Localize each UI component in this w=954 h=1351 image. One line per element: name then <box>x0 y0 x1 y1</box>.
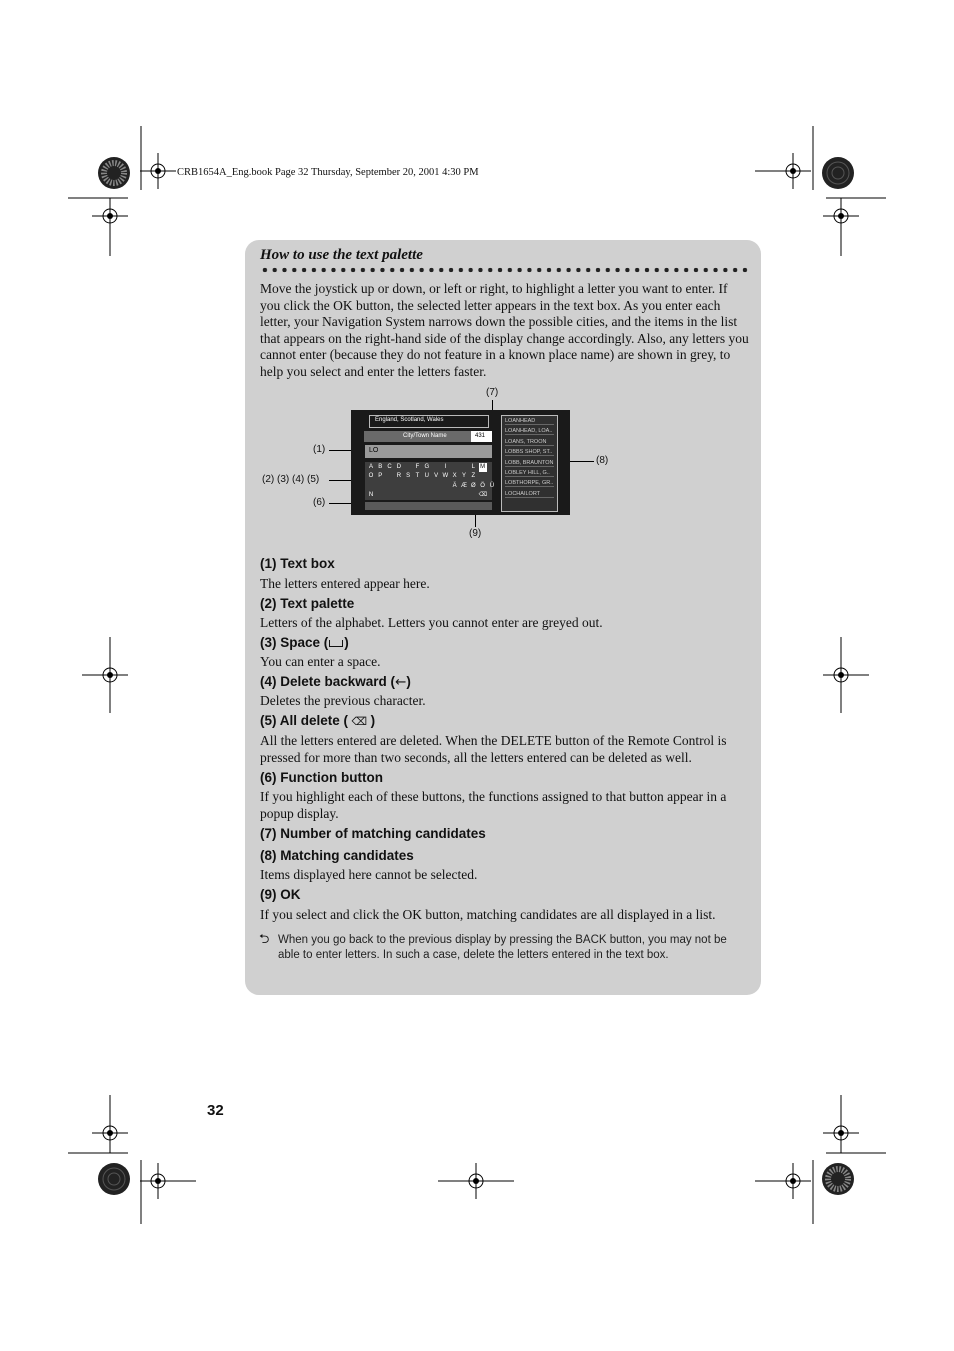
candidate-item: LOBTHORPE, GR.. <box>505 480 554 487</box>
palette-key: Y <box>461 473 466 480</box>
palette-key: P <box>378 473 383 480</box>
palette-key: S <box>406 473 411 480</box>
space-icon <box>329 640 343 647</box>
note-text: When you go back to the previous display by pressing the BACK button, you may not be able to enter letters. In such a case, delete the letters entered in the text box. <box>278 934 727 961</box>
candidate-item: LOBB, BRAUNTON <box>505 459 554 466</box>
palette-key <box>460 463 468 472</box>
palette-key <box>451 491 459 500</box>
section-title: How to use the text palette <box>260 247 423 263</box>
item-8-desc: Items displayed here cannot be selected. <box>260 867 478 882</box>
item-6-label: (6) Function button <box>260 770 383 785</box>
palette-key <box>395 482 403 491</box>
palette-key <box>386 482 394 491</box>
palette-key: L <box>471 464 475 470</box>
item-5-desc: All the letters entered are deleted. When the DELETE button of the Remote Control is pressed for more than two seconds, all the letters entered can be deleted as well. <box>260 733 727 765</box>
backspace-arrow-icon: ← <box>395 674 407 690</box>
palette-key <box>414 482 422 491</box>
palette-key: M <box>480 464 486 470</box>
palette-key <box>441 491 449 500</box>
palette-key: R <box>396 473 402 480</box>
palette-key <box>460 491 468 500</box>
region-text: England, Scotland, Wales <box>375 417 444 423</box>
palette-key <box>469 491 477 500</box>
palette-key <box>432 463 440 472</box>
field-label: City/Town Name <box>403 433 447 439</box>
print-header: CRB1654A_Eng.book Page 32 Thursday, September 20, 2001 4:30 PM <box>177 167 479 178</box>
palette-key: D <box>396 464 402 470</box>
palette-key <box>404 482 412 491</box>
callout-9: (9) <box>469 528 482 539</box>
palette-key: C <box>387 464 392 470</box>
palette-key: Z <box>471 473 476 480</box>
palette-key: U <box>424 473 429 480</box>
dotted-rule <box>260 265 750 275</box>
item-5-label: (5) All delete ( <box>260 713 349 728</box>
candidate-item: LOBBS SHOP, ST.. <box>505 449 553 456</box>
function-buttons <box>365 502 492 510</box>
palette-key: V <box>434 473 439 480</box>
callout-8: (8) <box>596 455 609 466</box>
palette-key <box>423 482 431 491</box>
palette-key: G <box>424 464 430 470</box>
text-box <box>365 445 492 458</box>
callout-7: (7) <box>486 387 499 398</box>
intro-paragraph: Move the joystick up or down, or left or right, to highlight a letter you want to enter. If you click the OK button, the selected letter appears in the text box. As you enter each letter, your Navigation System narrows down the possible cities, and the items in the list that appears on the right-hand side of the display change accordingly. Also, any letters you cannot enter (because they do not feature in a known place name) are shown in grey, to help you select and enter the letters faster. <box>260 281 749 379</box>
text-box-value: LO <box>369 447 379 454</box>
item-5-label-end: ) <box>370 713 376 728</box>
candidate-count: 431 <box>475 433 486 439</box>
palette-key <box>386 472 394 481</box>
item-4-label-end: ) <box>406 674 411 689</box>
item-9-label: (9) OK <box>260 887 301 902</box>
palette-key <box>432 491 440 500</box>
palette-key <box>451 463 459 472</box>
item-1-desc: The letters entered appear here. <box>260 576 430 591</box>
item-7-label: (7) Number of matching candidates <box>260 826 486 841</box>
palette-key <box>376 491 384 500</box>
palette-key: ⌫ <box>478 491 488 498</box>
palette-key: Ü <box>489 482 495 489</box>
palette-key: Æ <box>461 482 467 489</box>
palette-key <box>386 491 394 500</box>
palette-key <box>404 463 412 472</box>
palette-key <box>376 482 384 491</box>
item-4-label: (4) Delete backward ( <box>260 674 396 689</box>
palette-key <box>367 482 375 491</box>
palette-key <box>404 491 412 500</box>
item-3-label: (3) Space ( <box>260 635 329 650</box>
palette-key <box>423 491 431 500</box>
palette-key: B <box>378 464 383 470</box>
item-4-heading <box>260 674 411 690</box>
item-1-label: (1) Text box <box>260 556 335 571</box>
candidate-item: LOANS, TROON <box>505 439 554 446</box>
candidate-item: LOANHEAD <box>505 418 554 425</box>
palette-key <box>441 482 449 491</box>
palette-key <box>395 491 403 500</box>
item-3-label-end: ) <box>344 635 349 650</box>
item-4-desc: Deletes the previous character. <box>260 693 426 708</box>
callout-2-5: (2) (3) (4) (5) <box>262 474 320 485</box>
item-2-label: (2) Text palette <box>260 596 355 611</box>
palette-key: Ö <box>480 482 485 489</box>
item-3-heading <box>260 635 349 650</box>
candidate-item: LOCHAILORT <box>505 491 554 498</box>
nav-screen-illustration <box>351 410 570 515</box>
item-3-desc: You can enter a space. <box>260 654 381 669</box>
all-delete-icon: ⌫ <box>348 715 371 728</box>
palette-key: O <box>368 473 374 480</box>
item-8-label: (8) Matching candidates <box>260 848 414 863</box>
palette-key <box>414 491 422 500</box>
palette-key: I <box>444 464 447 470</box>
palette-key: Ä <box>452 482 457 489</box>
callout-1: (1) <box>313 444 326 455</box>
item-9-desc: If you select and click the OK button, matching candidates are all displayed in a list. <box>260 907 716 922</box>
palette-key <box>479 472 487 481</box>
candidate-item: LOANHEAD, LOA.. <box>505 428 553 435</box>
item-2-desc: Letters of the alphabet. Letters you cannot enter are greyed out. <box>260 615 603 630</box>
palette-key: X <box>452 473 457 480</box>
palette-key: N <box>368 491 374 498</box>
callout-6: (6) <box>313 497 326 508</box>
item-5-heading <box>260 713 375 728</box>
page-number: 32 <box>207 1102 224 1119</box>
note-arrow-icon: ⮌ <box>259 932 270 947</box>
candidate-item: LOBLEY HILL, G.. <box>505 470 554 477</box>
palette-key: A <box>368 464 373 470</box>
palette-key: F <box>415 464 420 470</box>
palette-key: W <box>442 473 449 480</box>
palette-key: Ø <box>470 482 476 489</box>
palette-key: T <box>415 473 420 480</box>
item-6-desc: If you highlight each of these buttons, the functions assigned to that button appear in a popup display. <box>260 789 727 821</box>
palette-key <box>432 482 440 491</box>
